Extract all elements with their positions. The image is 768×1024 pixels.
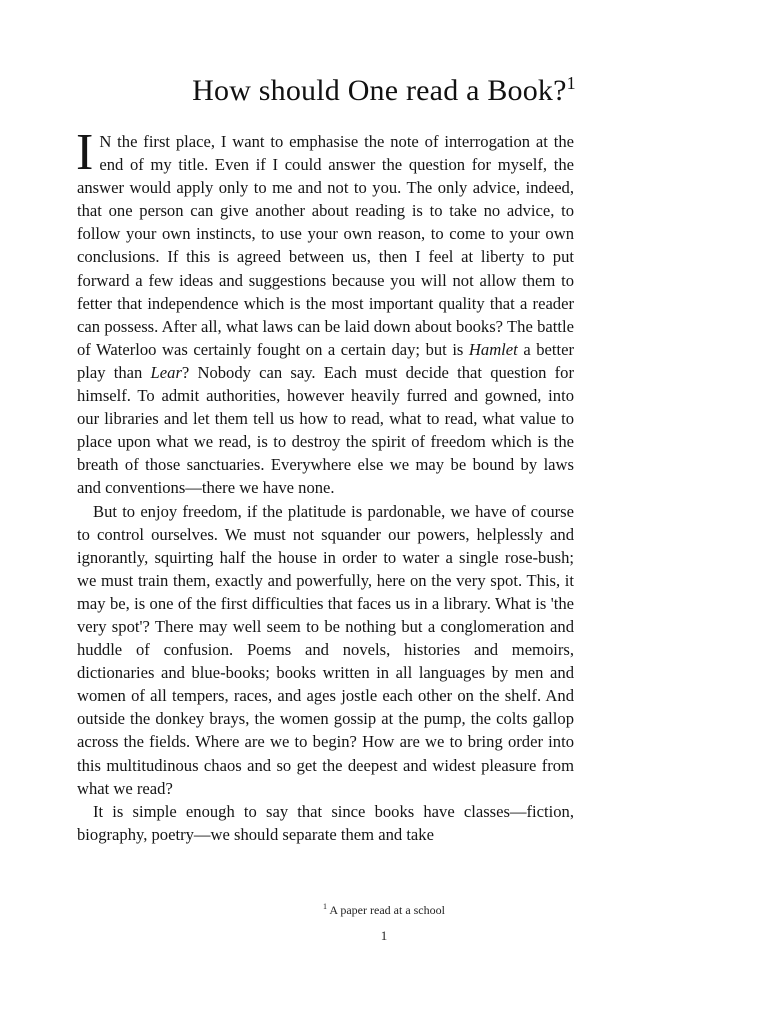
body-text xyxy=(76,124,574,846)
title-text: How should One read a Book? xyxy=(192,74,567,107)
drop-cap: I xyxy=(76,124,94,181)
paragraph-1-part-a: N the first place, I want to emphasise the note of interrogation at the end of my title. Even if I could answer the question for myself, the answer would apply only to me and not to you. The only advice, indeed, that one person can give another about reading is to take no advice, to follow your own instincts, to use your own reason, to come to your own conclusions. If this is agreed between us, then I feel at liberty to put forward a few ideas and suggestions because you will not allow them to fetter that independence which is the most important quality that a reader can possess. After all, what laws can be laid down about books? The battle of Waterloo was certainly fought on a certain day; but is xyxy=(77,132,574,359)
page-number: 1 xyxy=(380,928,388,943)
title-footnote-marker: 1 xyxy=(566,73,576,93)
paragraph-1-part-c: ? Nobody can say. Each must decide that question for himself. To admit authorities, however heavily furred and gowned, into our libraries and let them tell us how to read, what to read, what value to place upon what we read, is to destroy the spirit of freedom which is the breath of those sanctuaries. Everywhere else we may be bound by laws and conventions—there we have none. xyxy=(77,362,574,498)
footnote-marker: 1 xyxy=(323,902,328,911)
lear-title: Lear xyxy=(150,362,182,382)
paragraph-1 xyxy=(76,124,574,500)
paragraph-2: But to enjoy freedom, if the platitude is pardonable, we have of course to control ourselves. We must not squander our powers, helplessly and ignorantly, squirting half the house in order to water a single rose-bush; we must train them, exactly and powerfully, here on the very spot. This, it may be, is one of the first difficulties that faces us in a library. What is 'the very spot'? There may well seem to be nothing but a conglomeration and huddle of confusion. Poems and novels, histories and memoirs, dictionaries and blue-books; books written in all languages by men and women of all tempers, races, and ages jostle each other on the shelf. And outside the donkey brays, the women gossip at the pump, the colts gallop across the fields. Where are we to begin? How are we to bring order into this multitudinous chaos and so get the deepest and widest pleasure from what we read? xyxy=(77,501,574,798)
hamlet-title: Hamlet xyxy=(468,339,518,359)
paragraph-3: It is simple enough to say that since books have classes—fiction, biography, poetry—we should separate them and take xyxy=(77,801,574,844)
footnote xyxy=(0,902,768,918)
page-title xyxy=(0,74,768,108)
footnote-text: A paper read at a school xyxy=(327,903,445,917)
paragraph-1-part-b: a better play than xyxy=(77,339,574,382)
